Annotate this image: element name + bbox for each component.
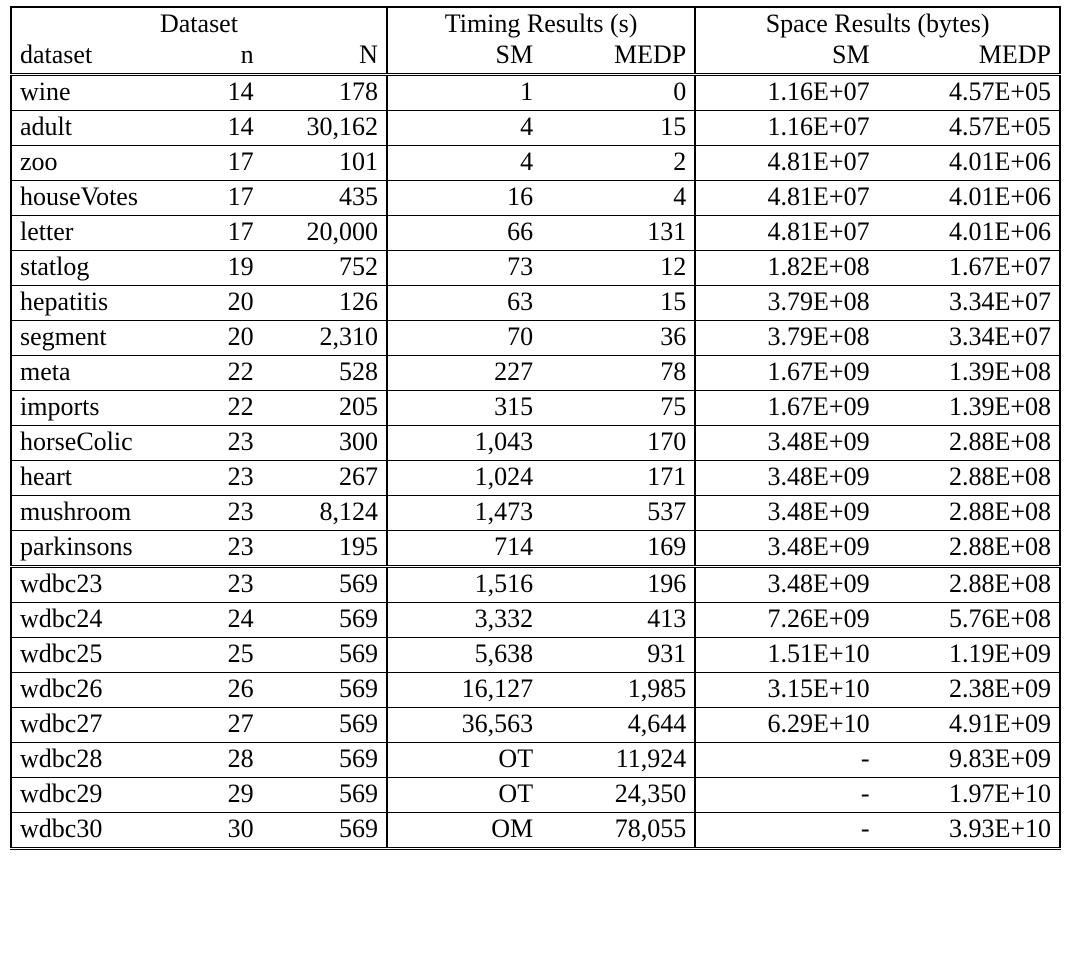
cell-N: 569 <box>262 673 387 708</box>
cell-timing_medp: 131 <box>541 216 695 251</box>
table-row <box>11 603 1060 638</box>
cell-N: 528 <box>262 356 387 391</box>
table-row <box>11 146 1060 181</box>
cell-space_sm: 1.67E+09 <box>695 391 877 426</box>
cell-space_medp: 4.91E+09 <box>878 708 1060 743</box>
cell-space_medp: 1.39E+08 <box>878 391 1060 426</box>
table-row <box>11 251 1060 286</box>
cell-dataset: wdbc26 <box>11 673 136 708</box>
cell-dataset: segment <box>11 321 136 356</box>
cell-space_sm: 3.79E+08 <box>695 286 877 321</box>
cell-timing_sm: 1,043 <box>387 426 541 461</box>
cell-timing_sm: OM <box>387 813 541 849</box>
cell-n: 14 <box>136 111 261 146</box>
cell-space_sm: 4.81E+07 <box>695 181 877 216</box>
cell-space_sm: 1.16E+07 <box>695 111 877 146</box>
cell-timing_medp: 24,350 <box>541 778 695 813</box>
cell-dataset: wdbc27 <box>11 708 136 743</box>
cell-space_sm: - <box>695 743 877 778</box>
cell-n: 22 <box>136 391 261 426</box>
group-header-dataset: Dataset <box>11 7 387 42</box>
table-row <box>11 778 1060 813</box>
cell-N: 300 <box>262 426 387 461</box>
cell-timing_sm: 227 <box>387 356 541 391</box>
cell-N: 569 <box>262 708 387 743</box>
cell-n: 30 <box>136 813 261 849</box>
cell-N: 2,310 <box>262 321 387 356</box>
cell-space_medp: 9.83E+09 <box>878 743 1060 778</box>
cell-timing_medp: 15 <box>541 286 695 321</box>
cell-space_sm: 1.51E+10 <box>695 638 877 673</box>
cell-n: 23 <box>136 496 261 531</box>
cell-space_sm: 3.15E+10 <box>695 673 877 708</box>
cell-timing_medp: 78 <box>541 356 695 391</box>
cell-dataset: horseColic <box>11 426 136 461</box>
cell-space_sm: 3.48E+09 <box>695 496 877 531</box>
cell-n: 22 <box>136 356 261 391</box>
table-row <box>11 286 1060 321</box>
table-body <box>11 75 1060 849</box>
cell-space_medp: 2.88E+08 <box>878 496 1060 531</box>
cell-space_sm: 3.48E+09 <box>695 531 877 567</box>
cell-dataset: parkinsons <box>11 531 136 567</box>
cell-timing_medp: 15 <box>541 111 695 146</box>
cell-n: 23 <box>136 461 261 496</box>
cell-N: 569 <box>262 813 387 849</box>
table-row <box>11 321 1060 356</box>
cell-space_sm: 1.67E+09 <box>695 356 877 391</box>
cell-space_sm: 1.82E+08 <box>695 251 877 286</box>
cell-N: 435 <box>262 181 387 216</box>
results-table <box>10 6 1061 850</box>
cell-N: 752 <box>262 251 387 286</box>
cell-timing_sm: 714 <box>387 531 541 567</box>
cell-n: 17 <box>136 216 261 251</box>
cell-space_sm: - <box>695 778 877 813</box>
table-row <box>11 531 1060 567</box>
cell-timing_sm: 36,563 <box>387 708 541 743</box>
cell-n: 26 <box>136 673 261 708</box>
table-row <box>11 743 1060 778</box>
cell-space_medp: 3.34E+07 <box>878 286 1060 321</box>
column-header-space-medp: MEDP <box>878 42 1060 75</box>
cell-n: 25 <box>136 638 261 673</box>
cell-N: 569 <box>262 603 387 638</box>
cell-N: 178 <box>262 75 387 111</box>
cell-n: 24 <box>136 603 261 638</box>
cell-timing_sm: OT <box>387 778 541 813</box>
cell-dataset: adult <box>11 111 136 146</box>
cell-timing_medp: 4 <box>541 181 695 216</box>
column-header-timing-sm: SM <box>387 42 541 75</box>
cell-dataset: hepatitis <box>11 286 136 321</box>
cell-timing_medp: 171 <box>541 461 695 496</box>
results-table-container <box>10 6 1061 850</box>
table-row <box>11 75 1060 111</box>
cell-space_medp: 2.88E+08 <box>878 426 1060 461</box>
cell-timing_sm: 1,473 <box>387 496 541 531</box>
cell-timing_sm: 5,638 <box>387 638 541 673</box>
cell-timing_sm: 16,127 <box>387 673 541 708</box>
cell-space_medp: 3.93E+10 <box>878 813 1060 849</box>
cell-n: 17 <box>136 146 261 181</box>
cell-N: 30,162 <box>262 111 387 146</box>
cell-timing_sm: 1,516 <box>387 567 541 603</box>
cell-timing_medp: 2 <box>541 146 695 181</box>
cell-timing_medp: 1,985 <box>541 673 695 708</box>
cell-N: 205 <box>262 391 387 426</box>
cell-space_medp: 4.57E+05 <box>878 111 1060 146</box>
cell-n: 29 <box>136 778 261 813</box>
cell-dataset: wdbc23 <box>11 567 136 603</box>
cell-space_medp: 1.67E+07 <box>878 251 1060 286</box>
group-header-space: Space Results (bytes) <box>695 7 1060 42</box>
cell-dataset: wdbc28 <box>11 743 136 778</box>
table-row <box>11 461 1060 496</box>
column-header-n: n <box>240 40 254 69</box>
cell-space_medp: 5.76E+08 <box>878 603 1060 638</box>
group-header-timing: Timing Results (s) <box>387 7 695 42</box>
cell-n: 20 <box>136 286 261 321</box>
cell-N: 569 <box>262 778 387 813</box>
cell-dataset: wine <box>11 75 136 111</box>
cell-timing_sm: 70 <box>387 321 541 356</box>
cell-timing_medp: 36 <box>541 321 695 356</box>
cell-space_sm: 6.29E+10 <box>695 708 877 743</box>
cell-space_sm: - <box>695 813 877 849</box>
cell-timing_medp: 170 <box>541 426 695 461</box>
table-row <box>11 391 1060 426</box>
cell-timing_sm: 1 <box>387 75 541 111</box>
table-row <box>11 356 1060 391</box>
cell-n: 20 <box>136 321 261 356</box>
cell-dataset: zoo <box>11 146 136 181</box>
cell-timing_sm: 4 <box>387 146 541 181</box>
cell-space_sm: 4.81E+07 <box>695 216 877 251</box>
cell-space_medp: 1.97E+10 <box>878 778 1060 813</box>
table-row <box>11 567 1060 603</box>
cell-space_medp: 4.01E+06 <box>878 146 1060 181</box>
cell-dataset: wdbc24 <box>11 603 136 638</box>
cell-timing_medp: 0 <box>541 75 695 111</box>
cell-timing_medp: 75 <box>541 391 695 426</box>
cell-dataset: wdbc25 <box>11 638 136 673</box>
cell-space_medp: 3.34E+07 <box>878 321 1060 356</box>
cell-N: 101 <box>262 146 387 181</box>
cell-dataset: mushroom <box>11 496 136 531</box>
cell-timing_medp: 537 <box>541 496 695 531</box>
cell-N: 126 <box>262 286 387 321</box>
column-header-dataset: dataset <box>11 42 136 75</box>
cell-space_medp: 4.01E+06 <box>878 181 1060 216</box>
cell-N: 267 <box>262 461 387 496</box>
cell-space_medp: 2.38E+09 <box>878 673 1060 708</box>
cell-N: 569 <box>262 567 387 603</box>
cell-space_medp: 2.88E+08 <box>878 531 1060 567</box>
column-header-timing-medp: MEDP <box>613 40 687 69</box>
cell-space_medp: 4.57E+05 <box>878 75 1060 111</box>
cell-space_sm: 3.48E+09 <box>695 426 877 461</box>
cell-n: 19 <box>136 251 261 286</box>
cell-timing_medp: 4,644 <box>541 708 695 743</box>
table-row <box>11 426 1060 461</box>
cell-dataset: meta <box>11 356 136 391</box>
cell-n: 23 <box>136 567 261 603</box>
cell-space_sm: 3.48E+09 <box>695 461 877 496</box>
table-row <box>11 638 1060 673</box>
cell-timing_sm: 4 <box>387 111 541 146</box>
column-header-row <box>11 42 1060 75</box>
cell-space_sm: 3.79E+08 <box>695 321 877 356</box>
table-row <box>11 181 1060 216</box>
cell-timing_medp: 931 <box>541 638 695 673</box>
cell-timing_medp: 169 <box>541 531 695 567</box>
cell-timing_medp: 11,924 <box>541 743 695 778</box>
cell-space_sm: 1.16E+07 <box>695 75 877 111</box>
cell-dataset: statlog <box>11 251 136 286</box>
cell-n: 28 <box>136 743 261 778</box>
cell-space_medp: 4.01E+06 <box>878 216 1060 251</box>
cell-N: 195 <box>262 531 387 567</box>
cell-timing_sm: 16 <box>387 181 541 216</box>
cell-N: 20,000 <box>262 216 387 251</box>
cell-timing_sm: OT <box>387 743 541 778</box>
group-header-row <box>11 7 1060 42</box>
cell-timing_medp: 196 <box>541 567 695 603</box>
cell-dataset: wdbc30 <box>11 813 136 849</box>
table-row <box>11 673 1060 708</box>
cell-space_medp: 2.88E+08 <box>878 461 1060 496</box>
cell-dataset: heart <box>11 461 136 496</box>
cell-timing_sm: 63 <box>387 286 541 321</box>
cell-dataset: houseVotes <box>11 181 136 216</box>
cell-timing_sm: 3,332 <box>387 603 541 638</box>
cell-N: 569 <box>262 638 387 673</box>
table-row <box>11 708 1060 743</box>
column-header-space-sm: SM <box>695 42 877 75</box>
cell-space_medp: 1.39E+08 <box>878 356 1060 391</box>
table-row <box>11 496 1060 531</box>
cell-n: 14 <box>136 75 261 111</box>
cell-N: 569 <box>262 743 387 778</box>
cell-space_sm: 7.26E+09 <box>695 603 877 638</box>
cell-space_medp: 2.88E+08 <box>878 567 1060 603</box>
cell-dataset: letter <box>11 216 136 251</box>
cell-space_sm: 3.48E+09 <box>695 567 877 603</box>
cell-n: 23 <box>136 426 261 461</box>
cell-timing_sm: 73 <box>387 251 541 286</box>
cell-n: 27 <box>136 708 261 743</box>
cell-dataset: wdbc29 <box>11 778 136 813</box>
cell-timing_sm: 66 <box>387 216 541 251</box>
cell-space_medp: 1.19E+09 <box>878 638 1060 673</box>
cell-timing_sm: 315 <box>387 391 541 426</box>
cell-dataset: imports <box>11 391 136 426</box>
cell-N: 8,124 <box>262 496 387 531</box>
cell-n: 23 <box>136 531 261 567</box>
column-header-N: N <box>359 40 378 69</box>
table-row <box>11 111 1060 146</box>
cell-timing_medp: 413 <box>541 603 695 638</box>
table-header <box>11 7 1060 75</box>
table-row <box>11 216 1060 251</box>
cell-timing_sm: 1,024 <box>387 461 541 496</box>
cell-timing_medp: 78,055 <box>541 813 695 849</box>
table-row <box>11 813 1060 849</box>
cell-timing_medp: 12 <box>541 251 695 286</box>
cell-space_sm: 4.81E+07 <box>695 146 877 181</box>
cell-n: 17 <box>136 181 261 216</box>
